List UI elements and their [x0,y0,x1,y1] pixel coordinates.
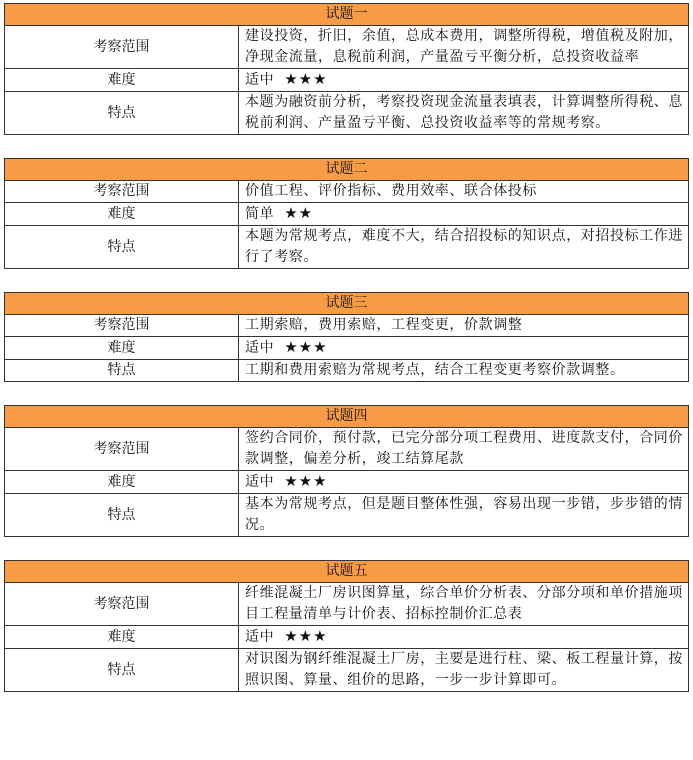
difficulty-label: 难度 [5,203,239,226]
question-title: 试题二 [5,159,689,181]
question-table-3 [4,292,689,382]
star-rating-icon: ★★★ [284,338,328,356]
scope-value: 价值工程、评价指标、费用效率、联合体投标 [239,181,689,203]
question-table-5 [4,560,689,692]
scope-label: 考察范围 [5,583,239,626]
star-rating-icon: ★★★ [284,627,328,645]
question-title: 试题五 [5,561,689,583]
scope-value: 建设投资，折旧，余值，总成本费用，调整所得税，增值税及附加，净现金流量，息税前利润，产量盈亏平衡分析，总投资收益率 [239,26,689,69]
scope-label: 考察范围 [5,428,239,471]
difficulty-value [239,337,689,360]
features-label: 特点 [5,494,239,537]
scope-label: 考察范围 [5,26,239,69]
features-value: 基本为常规考点，但是题目整体性强，容易出现一步错，步步错的情况。 [239,494,689,537]
features-label: 特点 [5,226,239,269]
difficulty-value [239,203,689,226]
question-table-2 [4,158,689,269]
question-title: 试题四 [5,406,689,428]
question-table-4 [4,405,689,537]
star-rating-icon: ★★ [284,204,314,222]
features-value: 对识图为钢纤维混凝土厂房，主要是进行柱、梁、板工程量计算，按照识图、算量、组价的思路，一步一步计算即可。 [239,649,689,692]
features-label: 特点 [5,92,239,135]
star-rating-icon: ★★★ [284,70,328,88]
difficulty-text: 简单 [245,206,275,222]
star-rating-icon: ★★★ [284,472,328,490]
difficulty-value [239,69,689,92]
scope-label: 考察范围 [5,315,239,337]
scope-value: 签约合同价，预付款，已完分部分项工程费用、进度款支付，合同价款调整，偏差分析，竣工结算尾款 [239,428,689,471]
difficulty-label: 难度 [5,69,239,92]
features-label: 特点 [5,649,239,692]
features-label: 特点 [5,360,239,382]
difficulty-value [239,626,689,649]
question-title: 试题三 [5,293,689,315]
question-table-1 [4,3,689,135]
features-value: 本题为常规考点，难度不大，结合招投标的知识点，对招投标工作进行了考察。 [239,226,689,269]
difficulty-label: 难度 [5,626,239,649]
scope-value: 工期索赔，费用索赔，工程变更，价款调整 [239,315,689,337]
features-value: 本题为融资前分析，考察投资现金流量表填表，计算调整所得税、息税前利润、产量盈亏平衡、总投资收益率等的常规考察。 [239,92,689,135]
difficulty-label: 难度 [5,337,239,360]
difficulty-text: 适中 [245,474,275,490]
difficulty-label: 难度 [5,471,239,494]
difficulty-text: 适中 [245,629,275,645]
difficulty-value [239,471,689,494]
difficulty-text: 适中 [245,72,275,88]
scope-value: 纤维混凝土厂房识图算量，综合单价分析表、分部分项和单价措施项目工程量清单与计价表、招标控制价汇总表 [239,583,689,626]
difficulty-text: 适中 [245,340,275,356]
features-value: 工期和费用索赔为常规考点，结合工程变更考察价款调整。 [239,360,689,382]
question-tables [4,3,688,715]
scope-label: 考察范围 [5,181,239,203]
question-title: 试题一 [5,4,689,26]
